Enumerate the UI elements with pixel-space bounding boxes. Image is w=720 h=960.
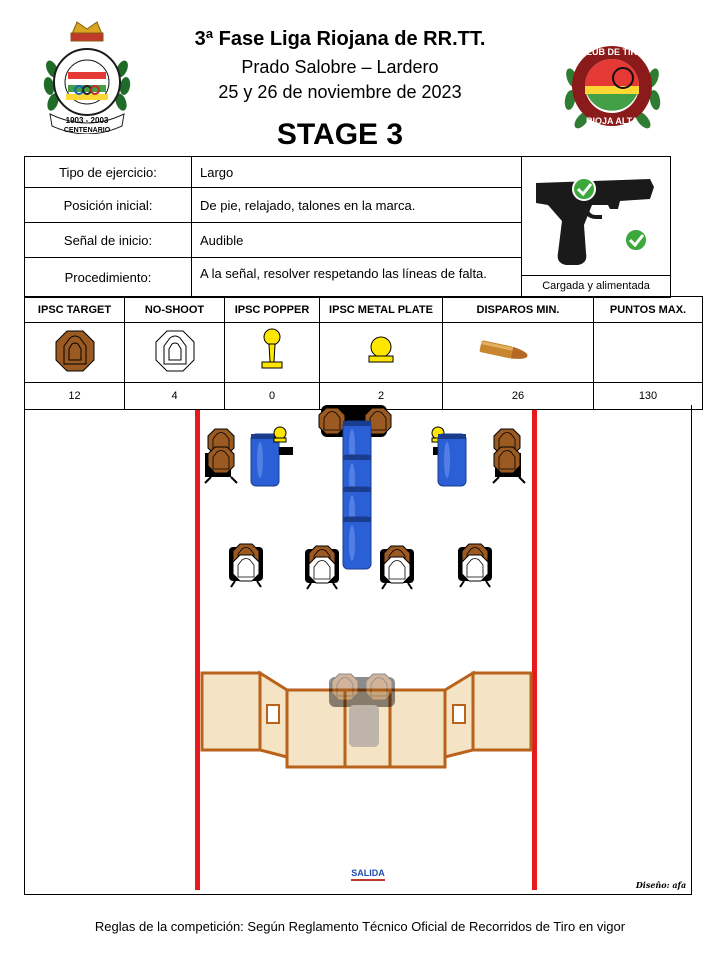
fault-line-left [195,410,200,890]
no-shoot-icon [155,330,195,372]
stage-diagram [24,405,692,895]
count-popper: 0 [225,383,320,410]
fault-line-right [532,410,537,890]
federation-logo [42,14,132,134]
header-max-points: PUNTOS MAX. [594,297,703,323]
target-noshoot-stand [458,544,492,587]
target-noshoot-stand [229,544,263,587]
header-ipsc-popper: IPSC POPPER [225,297,320,323]
bullet-icon [476,338,532,364]
count-no-shoot: 4 [125,383,225,410]
barrel [438,434,466,486]
start-marker [351,879,385,881]
check-icon [625,229,647,251]
count-ipsc-target: 12 [25,383,125,410]
svg-text:CLUB DE TIRO: CLUB DE TIRO [580,47,644,57]
competition-rules: Reglas de la competición: Según Reglamento Técnico Oficial de Recorridos de Tiro en vigor [94,919,626,934]
metal-plate-icon [364,336,398,366]
target-stand-left [205,429,237,483]
info-value-type: Largo [192,157,522,188]
header-no-shoot: NO-SHOOT [125,297,225,323]
metal-plate [274,427,286,442]
count-metal-plate: 2 [320,383,443,410]
stage-info-table [24,156,671,298]
ipsc-target-icon [55,330,95,372]
info-label-type: Tipo de ejercicio: [25,157,192,188]
event-dates: 25 y 26 de noviembre de 2023 [218,82,462,102]
stage-title: STAGE 3 [276,118,404,151]
start-label: SALIDA [351,868,385,878]
weapon-cell [522,157,671,298]
weapon-condition: Cargada y alimentada [522,275,670,297]
info-label-signal: Señal de inicio: [25,223,192,258]
header-ipsc-target: IPSC TARGET [25,297,125,323]
target-noshoot-stand [380,546,414,589]
info-label-procedure: Procedimiento: [25,258,192,298]
target-noshoot-stand [305,546,339,589]
svg-text:CENTENARIO: CENTENARIO [63,127,111,134]
barrel [343,517,371,569]
count-max-points: 130 [594,383,703,410]
header-metal-plate: IPSC METAL PLATE [320,297,443,323]
info-value-signal: Audible [192,223,522,258]
info-label-position: Posición inicial: [25,188,192,223]
stage-diagram-svg [25,405,693,895]
event-title: 3ª Fase Liga Riojana de RR.TT. [194,28,486,50]
svg-text:RIOJA ALTA: RIOJA ALTA [586,116,638,126]
svg-text:1903 - 2003: 1903 - 2003 [65,116,109,125]
club-logo [560,38,665,138]
header-min-shots: DISPAROS MIN. [443,297,594,323]
pistol-image [522,165,670,275]
designer-credit: Diseño: afa [635,880,687,890]
popper-icon [257,328,287,374]
target-stand-right [493,429,525,483]
count-min-shots: 26 [443,383,594,410]
info-value-position: De pie, relajado, talones en la marca. [192,188,522,223]
event-location: Prado Salobre – Lardero [241,57,439,77]
info-value-procedure: A la señal, resolver respetando las líneas de falta. [192,258,522,298]
target-summary-table [24,296,703,410]
check-icon [573,178,595,200]
